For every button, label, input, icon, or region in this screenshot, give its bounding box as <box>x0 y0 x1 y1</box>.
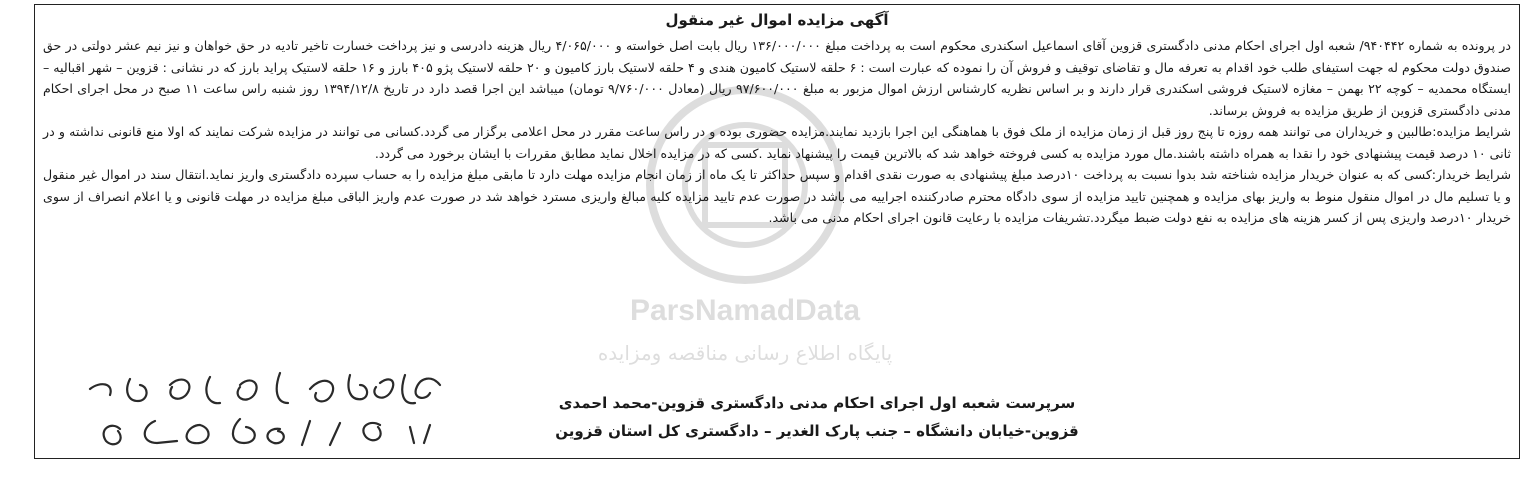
watermark-text-en: ParsNamadData <box>629 294 861 327</box>
paragraph-auction-conditions: شرایط مزایده:طالبین و خریداران می توانند همه روزه تا پنج روز قبل از زمان مزایده از ملک فوق با هماهنگی این اجرا بازدید نمایند.مزایده حضوری بوده و در راس ساعت مقرر در محل اعلامی برگزار می گردد.کسانی می توانند در مزایده شرکت نمایند که اولا منع قانونی نداشته و در ثانی ۱۰ درصد قیمت پیشنهادی خود را نقدا به همراه داشته باشند.مال مورد مزایده به کسی فروخته خواهد شد که بالاترین قیمت را پیشنهاد نماید .کسی که در مزایده اخلال نماید مطابق مقررات با ایشان برخورد می گردد. <box>43 124 1511 161</box>
handwritten-note-signature <box>60 355 480 455</box>
signature-address: قزوین-خیابان دانشگاه – جنب پارک الغدیر – دادگستری کل استان قزوین <box>555 422 1079 440</box>
notice-title: آگهی مزایده اموال غیر منقول <box>665 11 889 29</box>
signature-officer: سرپرست شعبه اول اجرای احکام مدنی دادگستری قزوین-محمد احمدی <box>558 394 1076 412</box>
notice-body <box>43 35 1511 229</box>
paragraph-case-details: در پرونده به شماره ۹۴۰۴۴۲/ شعبه اول اجرای احکام مدنی دادگستری قزوین آقای اسماعیل اسکندری محکوم است به پرداخت مبلغ ۱۳۶/۰۰۰/۰۰۰ ریال بابت اصل خواسته و ۴/۰۶۵/۰۰۰ ریال هزینه دادرسی و نیز پرداخت خسارت تاخیر تادیه در حق خواهان و نیز نیم عشر دولتی در حق صندوق دولت محکوم له جهت استیفای طلب خود اقدام به تعرفه مال و تقاضای توقیف و فروش آن را نموده که عبارت است : ۶ حلقه لاستیک کامیون هندی و ۴ حلقه لاستیک بارز کامیون و ۲۰ حلقه لاستیک پژو ۴۰۵ بارز و ۱۶ حلقه لاستیک پراید بارز که در نشانی : قزوین – شهر اقبالیه –ایستگاه محمدیه – کوچه ۲۲ بهمن – مغازه لاستیک فروشی اسکندری قرار دارند و بر اساس نظریه کارشناس ارزش اموال مزبور به مبلغ ۹۷/۶۰۰/۰۰۰ ریال (معادل ۹/۷۶۰/۰۰۰ تومان) میباشد این اجرا قصد دارد در تاریخ ۱۳۹۴/۱۲/۸ روز شنبه راس ساعت ۱۱ صبح در محل اجرای احکام مدنی دادگستری قزوین از طریق مزایده به فروش برساند. <box>43 38 1511 118</box>
paragraph-buyer-conditions: شرایط خریدار:کسی که به عنوان خریدار مزایده شناخته شد بدوا نسبت به پرداخت ۱۰درصد مبلغ پیشنهادی به صورت نقدی اقدام و سپس حداکثر تا یک ماه از زمان انجام مزایده مهلت دارد تا مابقی مبلغ مزایده را به حساب سپرده دادگستری واریز نماید.انتقال سند در اموال غیر منقول و یا تسلیم مال در اموال منقول منوط به واریز بهای مزایده و همچنین تایید مزایده از سوی دادگاه محترم صادرکننده اجراییه می باشد در صورت عدم تایید مزایده کلیه مبالغ واریزی مسترد خواهد شد در صورت عدم واریز الباقی مبلغ مزایده در مهلت قانونی و یا اعلام انصراف از سوی خریدار ۱۰درصد واریزی پس از کسر هزینه های مزایده به نفع دولت ضبط میگردد.تشریفات مزایده با رعایت قانون اجرای احکام مدنی می باشد. <box>43 167 1511 225</box>
watermark-text-fa: پایگاه اطلاع رسانی مناقصه ومزایده <box>597 341 893 365</box>
